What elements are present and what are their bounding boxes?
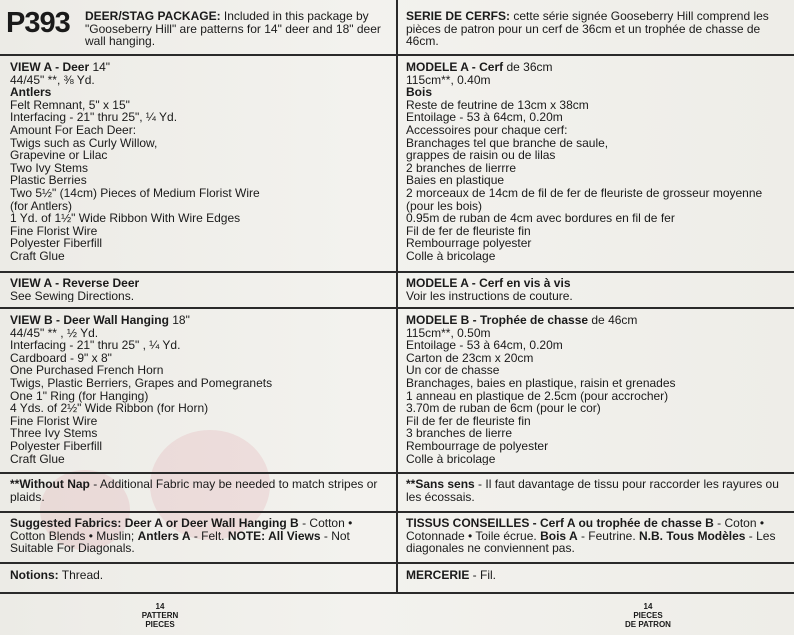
row-divider <box>0 472 794 474</box>
pattern-pieces-count-en <box>125 602 195 629</box>
pattern-pieces-count-fr <box>613 602 683 629</box>
notions-title-fr: MERCERIE <box>406 569 470 582</box>
nap-note-fr <box>406 478 786 503</box>
notions-fr <box>406 569 786 582</box>
notions-title-en: Notions: <box>10 569 59 582</box>
pieces-label-fr: PIECES DE PATRON <box>625 611 671 629</box>
fabrics-text-en: - Cotton • Cotton Blends • Muslin; <box>10 517 353 543</box>
view-b-requirements-fr: 115cm**, 0.50m Entoilage - 53 à 64cm, 0.20m Carton de 23cm x 20cm Un cor de chasse Branchages, baies en plastique, raisin et grenades 1 anneau en plastique de 2.5cm (pour accrocher) 3.70m de ruban de 6cm (pour le cor) Fil de fer de fleuriste fin 3 branches de lierre Rembourrage de polyester Colle à bricolage <box>406 325 676 466</box>
nap-title-fr: **Sans sens <box>406 478 475 491</box>
view-a-fabric-fr: 115cm**, 0.40m <box>406 72 491 87</box>
pattern-code: P393 <box>6 7 70 39</box>
reverse-text-en: See Sewing Directions. <box>10 288 135 303</box>
row-divider <box>0 562 794 564</box>
fabrics-felt-en: - Felt. <box>190 528 228 543</box>
view-b-title-en: VIEW B - Deer Wall Hanging <box>10 314 169 327</box>
row-divider <box>0 511 794 513</box>
nap-title-en: **Without Nap <box>10 478 90 491</box>
view-b-size-fr: de 46cm <box>588 314 638 327</box>
nap-note-en <box>10 478 390 503</box>
row-divider <box>0 54 794 56</box>
view-a-section-en <box>10 61 390 263</box>
reverse-title-fr: MODELE A - Cerf en vis à vis <box>406 277 571 290</box>
column-divider <box>396 0 398 592</box>
row-divider <box>0 271 794 273</box>
notions-text-en: Thread. <box>58 569 104 582</box>
fabrics-bois-fr: Bois A <box>540 528 578 543</box>
fabrics-title-en: Suggested Fabrics: Deer A or Deer Wall Hanging B <box>10 517 299 530</box>
view-a-size-en: 14" <box>89 61 111 74</box>
view-a-requirements-fr: Reste de feutrine de 13cm x 38cm Entoilage - 53 à 64cm, 0.20m Accessoires pour chaque cerf: Branchages tel que branche de saule, grappes de raisin ou de lilas 2 branches de lierrre Baies en plastique 2 morceaux de 14cm de fil de fer de fleuriste de grosseur moyenne (pour les bois) 0.95m de ruban de 4cm avec bordures en fil de fer Fil de fer de fleuriste fin Rembourrage polyester Colle à bricolage <box>406 97 763 263</box>
antlers-heading-fr: Bois <box>406 85 433 100</box>
fabrics-note-fr: N.B. Tous Modèles <box>639 528 746 543</box>
reverse-text-fr: Voir les instructions de couture. <box>406 288 573 303</box>
suggested-fabrics-fr <box>406 517 786 555</box>
view-a-fabric-en: 44/45" **, ⅜ Yd. <box>10 72 95 87</box>
view-b-title-fr: MODELE B - Trophée de chasse <box>406 314 589 327</box>
row-divider <box>0 592 794 594</box>
reverse-section-fr <box>406 277 786 302</box>
package-text-en: Included in this package by "Gooseberry Hill" are patterns for 14" deer and 18" deer wall hanging. <box>85 10 381 48</box>
row-divider <box>0 307 794 309</box>
view-a-title-fr: MODELE A - Cerf <box>406 61 504 74</box>
fabrics-text-fr: - Coton • Cotonnade • Toile écrue. <box>406 517 765 543</box>
antlers-heading-en: Antlers <box>10 85 52 100</box>
notions-en <box>10 569 390 582</box>
suggested-fabrics-en <box>10 517 390 555</box>
fabrics-title-fr: TISSUS CONSEILLES - Cerf A ou trophée de chasse B <box>406 517 714 530</box>
notions-text-fr: - Fil. <box>469 569 497 582</box>
view-b-section-fr <box>406 314 786 465</box>
fabrics-antlers-en: Antlers A <box>137 528 191 543</box>
package-title-fr: SERIE DE CERFS: <box>406 10 511 23</box>
view-b-section-en <box>10 314 390 465</box>
fabrics-note-en: NOTE: All Views <box>227 528 321 543</box>
view-b-size-en: 18" <box>168 314 190 327</box>
reverse-title-en: VIEW A - Reverse Deer <box>10 277 140 290</box>
fabrics-feutrine-fr: - Feutrine. <box>577 528 639 543</box>
fabrics-diagonals-fr: - Les diagonales ne conviennent pas. <box>406 528 776 555</box>
nap-text-fr: - Il faut davantage de tissu pour raccorder les rayures ou les écossais. <box>406 478 779 504</box>
nap-text-en: - Additional Fabric may be needed to match stripes or plaids. <box>10 478 378 504</box>
pieces-number-en: 14 <box>155 602 165 611</box>
pieces-number-fr: 14 <box>643 602 653 611</box>
view-a-size-fr: de 36cm <box>503 61 553 74</box>
view-a-requirements-en: Felt Remnant, 5" x 15" Interfacing - 21" thru 25", ¼ Yd. Amount For Each Deer: Twigs such as Curly Willow, Grapevine or Lilac Two Ivy Stems Plastic Berries Two 5½" (14cm) Pieces of Medium Florist Wire (for Antlers) 1 Yd. of 1½" Wide Ribbon With Wire Edges Fine Florist Wire Polyester Fiberfill Craft Glue <box>10 97 260 263</box>
package-description-fr <box>406 10 786 48</box>
fabrics-diagonals-en: - Not Suitable For Diagonals. <box>10 528 350 555</box>
view-a-title-en: VIEW A - Deer <box>10 61 90 74</box>
package-description-en <box>85 10 390 48</box>
view-b-requirements-en: 44/45" ** , ½ Yd. Interfacing - 21" thru 25" , ¼ Yd. Cardboard - 9" x 8" One Purchased French Horn Twigs, Plastic Berriers, Grapes and Pomegranets One 1" Ring (for Hanging) 4 Yds. of 2½" Wide Ribbon (for Horn) Fine Florist Wire Three Ivy Stems Polyester Fiberfill Craft Glue <box>10 325 273 466</box>
pieces-label-en: PATTERN PIECES <box>141 611 179 629</box>
view-a-section-fr <box>406 61 786 263</box>
package-text-fr: cette série signée Gooseberry Hill comprend les pièces de patron pour un cerf de 36cm et un trophée de chasse de 46cm. <box>406 10 769 48</box>
package-title-en: DEER/STAG PACKAGE: <box>85 10 221 23</box>
reverse-section-en <box>10 277 390 302</box>
